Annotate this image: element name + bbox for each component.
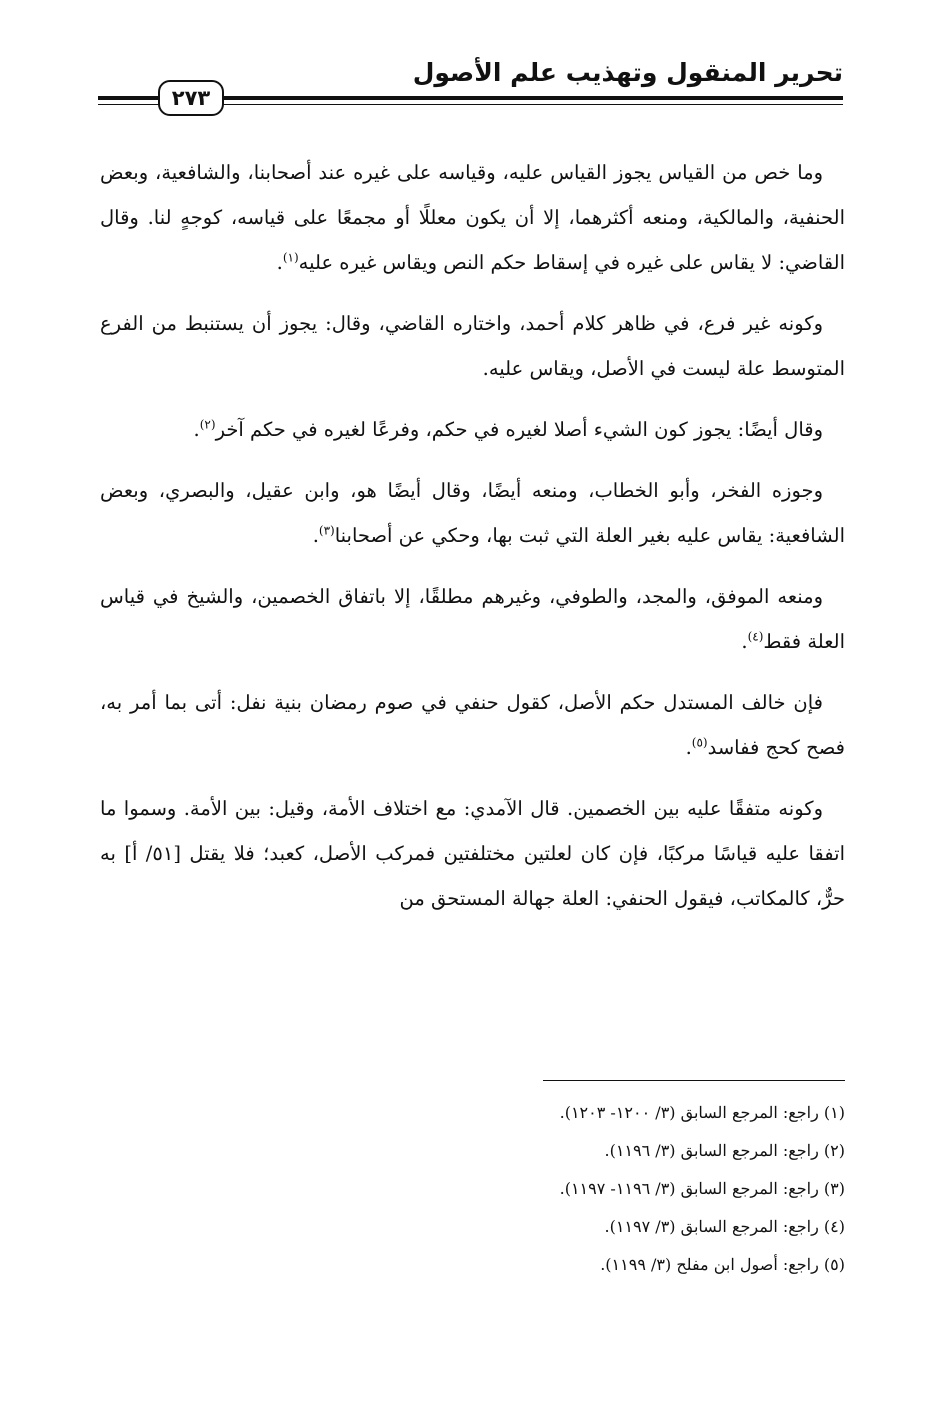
footnote-separator	[543, 1080, 845, 1081]
footnote: (٤) راجع: المرجع السابق (٣/ ١١٩٧).	[604, 1217, 845, 1236]
paragraph	[100, 301, 845, 391]
footnote: (٣) راجع: المرجع السابق (٣/ ١١٩٦- ١١٩٧).	[559, 1179, 845, 1198]
paragraph-text: وقال أيضًا: يجوز كون الشيء أصلا لغيره في حكم، وفرعًا لغيره في حكم آخر	[215, 418, 823, 441]
paragraph	[100, 574, 845, 664]
page-header	[98, 52, 843, 122]
footnote-reference: (٤)	[747, 629, 764, 644]
paragraph	[100, 468, 845, 558]
footnote-reference: (١)	[282, 250, 299, 265]
paragraph	[100, 786, 845, 921]
paragraph-text: وما خص من القياس يجوز القياس عليه، وقياسه على غيره عند أصحابنا، والشافعية، وبعض الحنفية، والمالكية، ومنعه أكثرهما، إلا أن يكون معللًا أو مجمعًا على قياسه، كوجهٍ لنا. وقال القاضي: لا يقاس على غيره في إسقاط حكم النص ويقاس غيره عليه	[100, 161, 845, 274]
paragraph-end: .	[312, 524, 319, 547]
footnote-reference: (٣)	[318, 523, 335, 538]
paragraph-end: .	[741, 630, 748, 653]
paragraph-text: وكونه غير فرع، في ظاهر كلام أحمد، واختاره القاضي، وقال: يجوز أن يستنبط من الفرع المتوسط علة ليست في الأصل، ويقاس عليه.	[100, 312, 845, 380]
paragraph-end: .	[276, 251, 283, 274]
paragraph	[100, 680, 845, 770]
page-number: ٢٧٣	[158, 80, 224, 116]
paragraph-text: وجوزه الفخر، وأبو الخطاب، ومنعه أيضًا، وقال أيضًا هو، وابن عقيل، والبصري، وبعض الشافعية: يقاس عليه بغير العلة التي ثبت بها، وحكي عن أصحابنا	[100, 479, 845, 547]
footnote: (٢) راجع: المرجع السابق (٣/ ١١٩٦).	[604, 1141, 845, 1160]
paragraph-text: وكونه متفقًا عليه بين الخصمين. قال الآمدي: مع اختلاف الأمة، وقيل: بين الأمة. وسموا ما اتفقا عليه قياسًا مركبًا، فإن كان لعلتين مختلفتين فمركب الأصل، كعبد؛ فلا يقتل [٥١/ أ] به حرٌّ، كالمكاتب، فيقول الحنفي: العلة جهالة المستحق من	[100, 797, 845, 910]
book-title: تحرير المنقول وتهذيب علم الأصول	[412, 58, 843, 87]
paragraph	[100, 407, 845, 452]
footnotes	[100, 1094, 845, 1284]
footnote-reference: (٢)	[199, 417, 216, 432]
paragraph-end: .	[193, 418, 200, 441]
main-text	[100, 150, 845, 937]
paragraph-end: .	[685, 736, 692, 759]
footnote: (٥) راجع: أصول ابن مفلح (٣/ ١١٩٩).	[600, 1255, 845, 1274]
footnote: (١) راجع: المرجع السابق (٣/ ١٢٠٠- ١٢٠٣).	[559, 1103, 845, 1122]
footnote-reference: (٥)	[691, 735, 708, 750]
paragraph-text: ومنعه الموفق، والمجد، والطوفي، وغيرهم مطلقًا، إلا باتفاق الخصمين، والشيخ في قياس العلة فقط	[100, 585, 845, 653]
paragraph-text: فإن خالف المستدل حكم الأصل، كقول حنفي في صوم رمضان بنية نفل: أتى بما أمر به، فصح كحج ففاسد	[100, 691, 845, 759]
paragraph	[100, 150, 845, 285]
